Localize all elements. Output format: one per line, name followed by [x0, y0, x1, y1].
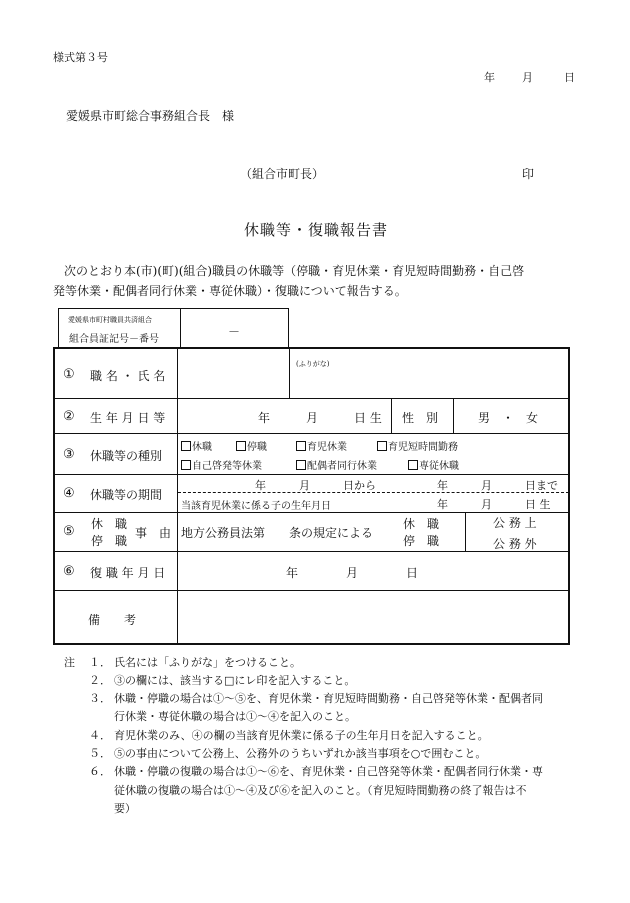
row5-number: ⑤ — [63, 524, 75, 539]
row1-number: ① — [63, 367, 75, 382]
note-1-number: １． — [89, 656, 111, 669]
option-ikuji-tanjikan[interactable]: 育児短時間勤務 — [377, 438, 458, 453]
remarks-label: 備 考 — [88, 613, 137, 627]
row4-number: ④ — [63, 486, 75, 501]
law-article-field[interactable]: 地方公務員法第 条の規定による — [181, 526, 374, 540]
note-3-text-2: 行休業・専従休職の場合は①～④を記入のこと。 — [114, 710, 356, 723]
date-year: 年 — [484, 71, 495, 84]
sender-label: （組合市町長） — [240, 167, 325, 181]
period-start-field[interactable]: 年 月 日から — [255, 479, 376, 492]
note-1-text: 氏名には「ふりがな」をつけること。 — [114, 656, 301, 669]
option-jikokeihatsu[interactable]: 自己啓発等休業 — [181, 457, 262, 472]
option-kyushoku[interactable]: 休職 — [181, 438, 212, 453]
checkbox-icon[interactable] — [377, 441, 387, 451]
note-4-number: ４． — [89, 729, 111, 742]
note-6-text-2: 従休職の復職の場合は①～④及び⑥を記入のこと。（育児短時間勤務の終了報告は不 — [114, 784, 527, 797]
remarks-field[interactable] — [178, 591, 568, 643]
member-number-value[interactable]: － — [228, 325, 241, 339]
birth-date-field[interactable]: 年 月 日 生 — [258, 411, 382, 425]
option-haigusha[interactable]: 配偶者同行休業 — [296, 457, 377, 472]
note-2-number: ２． — [89, 674, 111, 687]
note-5-number: ５． — [89, 747, 111, 760]
member-box-label: 組合員証記号－番号 — [69, 334, 159, 345]
row3-label: 休職等の種別 — [90, 449, 163, 463]
notes-prefix: 注 — [64, 656, 75, 669]
row5-label-jiyu: 事 由 — [135, 526, 172, 540]
checkbox-icon[interactable] — [296, 441, 306, 451]
intro-line-2: 発等休業・配偶者同行休業・専従休職）・復職について報告する。 — [53, 284, 407, 298]
note-3-number: ３． — [89, 692, 111, 705]
duty-related[interactable]: 公 務 上 — [493, 516, 537, 530]
note-4-text: 育児休業のみ、④の欄の当該育児休業に係る子の生年月日を記入すること。 — [114, 729, 489, 742]
gender-label: 性 別 — [402, 411, 439, 425]
intro-line-1: 次のとおり本(市)(町)(組合)職員の休職等（停職・育児休業・育児短時間勤務・自己啓 — [64, 264, 525, 278]
note-6-number: ６． — [89, 765, 111, 778]
member-box-caption: 愛媛県市町村職員共済組合 — [68, 316, 152, 324]
period-end-field[interactable]: 年 月 日まで — [437, 479, 558, 492]
date-month: 月 — [522, 71, 533, 84]
checkbox-icon[interactable] — [181, 441, 191, 451]
date-day: 日 — [564, 71, 575, 84]
row1-label: 職 名 ・ 氏 名 — [90, 369, 166, 383]
note-6-text-3: 要） — [114, 802, 136, 815]
job-title-field[interactable] — [178, 348, 289, 398]
row4-label: 休職等の期間 — [90, 488, 163, 502]
row6-label: 復 職 年 月 日 — [90, 566, 166, 580]
child-birth-field[interactable]: 年 月 日 生 — [437, 498, 551, 511]
checkbox-icon[interactable] — [408, 460, 418, 470]
checkbox-icon[interactable] — [181, 460, 191, 470]
note-3-text-1: 休職・停職の場合は①～⑤を、育児休業・育児短時間勤務・自己啓発等休業・配偶者同 — [114, 692, 543, 705]
reason-kyushoku[interactable]: 休 職 — [403, 517, 440, 531]
note-6-text-1: 休職・停職の復職の場合は①～⑥を、育児休業・自己啓発等休業・配偶者同行休業・専 — [114, 765, 543, 778]
reason-teishoku[interactable]: 停 職 — [403, 534, 440, 548]
child-birth-label: 当該育児休業に係る子の生年月日 — [181, 501, 331, 512]
option-teishoku[interactable]: 停職 — [236, 438, 267, 453]
option-ikuji-kyugyo[interactable]: 育児休業 — [296, 438, 347, 453]
row3-number: ③ — [63, 447, 75, 462]
checkbox-icon[interactable] — [296, 460, 306, 470]
form-number: 様式第３号 — [53, 51, 108, 64]
addressee: 愛媛県市町総合事務組合長 様 — [66, 109, 235, 123]
furigana-label: (ふりがな) — [296, 360, 330, 368]
note-2-text: ③の欄には、該当する□にレ印を記入すること。 — [114, 674, 356, 687]
note-5-text: ⑤の事由について公務上、公務外のうちいずれか該当事項を○で囲むこと。 — [114, 747, 487, 760]
name-field[interactable] — [290, 372, 568, 398]
row5-label-teishoku: 停 職 — [91, 534, 128, 548]
page-title: 休職等・復職報告書 — [244, 221, 389, 239]
duty-unrelated[interactable]: 公 務 外 — [493, 537, 537, 551]
seal-mark: 印 — [522, 167, 535, 181]
gender-choice[interactable]: 男 ・ 女 — [478, 411, 539, 425]
row6-number: ⑥ — [63, 564, 75, 579]
checkbox-icon[interactable] — [236, 441, 246, 451]
row2-number: ② — [63, 409, 75, 424]
row2-label: 生 年 月 日 等 — [90, 411, 166, 425]
reinstatement-date-field[interactable]: 年 月 日 — [286, 566, 419, 580]
row5-label-kyushoku: 休 職 — [91, 517, 128, 531]
option-senju[interactable]: 専従休職 — [408, 457, 459, 472]
